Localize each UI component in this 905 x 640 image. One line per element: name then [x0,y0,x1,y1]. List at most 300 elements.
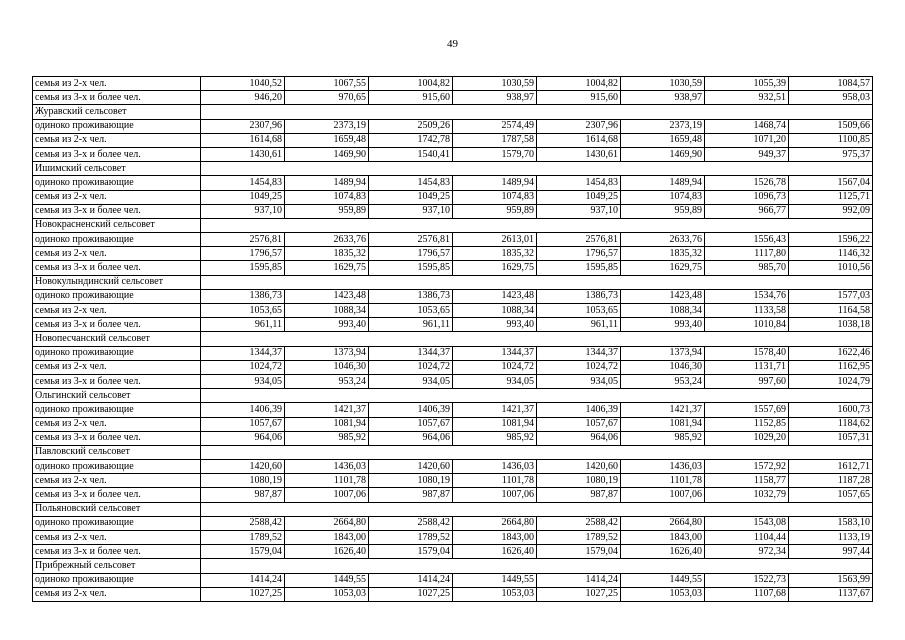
value-cell: 1423,48 [621,289,705,303]
value-cell: 1579,04 [537,545,621,559]
empty-cell [453,445,537,459]
value-cell: 1117,80 [705,247,789,261]
value-cell: 964,06 [369,431,453,445]
empty-cell [537,559,621,573]
value-cell: 1057,65 [789,488,873,502]
value-cell: 1469,90 [285,147,369,161]
value-cell: 1436,03 [621,460,705,474]
value-cell: 1626,40 [453,545,537,559]
empty-cell [705,218,789,232]
empty-cell [621,445,705,459]
value-cell: 1522,73 [705,573,789,587]
value-cell: 1125,71 [789,190,873,204]
empty-cell [621,105,705,119]
value-cell: 1796,57 [537,247,621,261]
empty-cell [453,389,537,403]
table-row [33,119,873,133]
value-cell: 1055,39 [705,77,789,91]
value-cell: 1010,84 [705,318,789,332]
value-cell: 1074,83 [453,190,537,204]
empty-cell [621,502,705,516]
value-cell: 1579,04 [201,545,285,559]
value-cell: 1659,48 [285,133,369,147]
value-cell: 1406,39 [537,403,621,417]
value-cell: 1101,78 [285,474,369,488]
table-row [33,545,873,559]
value-cell: 993,40 [621,318,705,332]
value-cell: 1629,75 [285,261,369,275]
row-label: одиноко проживающие [33,516,201,530]
empty-cell [285,218,369,232]
value-cell: 985,92 [453,431,537,445]
value-cell: 1107,68 [705,587,789,601]
empty-cell [705,502,789,516]
empty-cell [789,105,873,119]
value-cell: 1152,85 [705,417,789,431]
group-header-row [33,389,873,403]
value-cell: 1032,79 [705,488,789,502]
empty-cell [537,389,621,403]
table-row [33,431,873,445]
group-header-row [33,275,873,289]
table-row [33,304,873,318]
value-cell: 946,20 [201,91,285,105]
value-cell: 985,92 [621,431,705,445]
empty-cell [285,559,369,573]
value-cell: 1436,03 [285,460,369,474]
value-cell: 1080,19 [201,474,285,488]
value-cell: 2509,26 [369,119,453,133]
table-row [33,488,873,502]
empty-cell [789,445,873,459]
empty-cell [789,559,873,573]
value-cell: 1787,58 [453,133,537,147]
value-cell: 1629,75 [453,261,537,275]
value-cell: 2664,80 [285,516,369,530]
value-cell: 1024,72 [201,360,285,374]
empty-cell [285,332,369,346]
value-cell: 2576,81 [369,233,453,247]
empty-cell [201,275,285,289]
empty-cell [201,389,285,403]
value-cell: 1614,68 [201,133,285,147]
value-cell: 1420,60 [369,460,453,474]
value-cell: 1468,74 [705,119,789,133]
table-row [33,247,873,261]
value-cell: 1101,78 [453,474,537,488]
value-cell: 1557,69 [705,403,789,417]
value-cell: 1835,32 [285,247,369,261]
table-row [33,190,873,204]
group-label: Ольгинский сельсовет [33,389,201,403]
tariff-table [32,76,873,602]
group-header-row [33,218,873,232]
value-cell: 1556,43 [705,233,789,247]
value-cell: 1583,10 [789,516,873,530]
value-cell: 1386,73 [537,289,621,303]
table-row [33,573,873,587]
table-row [33,417,873,431]
value-cell: 1007,06 [285,488,369,502]
value-cell: 1835,32 [621,247,705,261]
value-cell: 1057,67 [201,417,285,431]
value-cell: 1010,56 [789,261,873,275]
row-label: семья из 2-х чел. [33,133,201,147]
value-cell: 1029,20 [705,431,789,445]
value-cell: 1146,32 [789,247,873,261]
row-label: одиноко проживающие [33,233,201,247]
value-cell: 966,77 [705,204,789,218]
value-cell: 1386,73 [201,289,285,303]
table-row [33,133,873,147]
value-cell: 1421,37 [285,403,369,417]
value-cell: 1414,24 [201,573,285,587]
row-label: семья из 3-х и более чел. [33,261,201,275]
table-body [33,77,873,602]
group-label: Польяновский сельсовет [33,502,201,516]
value-cell: 1104,44 [705,531,789,545]
value-cell: 1007,06 [453,488,537,502]
value-cell: 2373,19 [621,119,705,133]
empty-cell [705,332,789,346]
table-row [33,318,873,332]
value-cell: 1509,66 [789,119,873,133]
value-cell: 1789,52 [369,531,453,545]
value-cell: 992,09 [789,204,873,218]
table-row [33,374,873,388]
value-cell: 1572,92 [705,460,789,474]
empty-cell [621,275,705,289]
value-cell: 1595,85 [537,261,621,275]
value-cell: 953,24 [621,374,705,388]
value-cell: 1030,59 [453,77,537,91]
table-row [33,77,873,91]
value-cell: 1626,40 [621,545,705,559]
row-label: одиноко проживающие [33,176,201,190]
empty-cell [201,332,285,346]
group-label: Прибрежный сельсовет [33,559,201,573]
value-cell: 1489,94 [453,176,537,190]
value-cell: 1067,55 [285,77,369,91]
page-number: 49 [447,38,458,50]
value-cell: 1454,83 [201,176,285,190]
value-cell: 2613,01 [453,233,537,247]
row-label: семья из 2-х чел. [33,587,201,601]
value-cell: 1543,08 [705,516,789,530]
value-cell: 1579,04 [369,545,453,559]
value-cell: 1843,00 [453,531,537,545]
value-cell: 997,44 [789,545,873,559]
value-cell: 1386,73 [369,289,453,303]
empty-cell [789,162,873,176]
value-cell: 1567,04 [789,176,873,190]
value-cell: 1595,85 [369,261,453,275]
value-cell: 964,06 [537,431,621,445]
row-label: семья из 2-х чел. [33,247,201,261]
value-cell: 1436,03 [453,460,537,474]
value-cell: 1053,65 [537,304,621,318]
value-cell: 985,70 [705,261,789,275]
value-cell: 959,89 [453,204,537,218]
value-cell: 1088,34 [285,304,369,318]
value-cell: 2576,81 [201,233,285,247]
value-cell: 1843,00 [285,531,369,545]
row-label: одиноко проживающие [33,403,201,417]
empty-cell [453,105,537,119]
empty-cell [369,218,453,232]
group-label: Павловский сельсовет [33,445,201,459]
empty-cell [621,559,705,573]
value-cell: 1579,70 [453,147,537,161]
value-cell: 1088,34 [453,304,537,318]
empty-cell [621,162,705,176]
empty-cell [537,275,621,289]
value-cell: 934,05 [453,374,537,388]
value-cell: 1133,58 [705,304,789,318]
table-row [33,346,873,360]
value-cell: 1046,30 [621,360,705,374]
value-cell: 1526,78 [705,176,789,190]
value-cell: 1030,59 [621,77,705,91]
value-cell: 1081,94 [621,417,705,431]
empty-cell [201,218,285,232]
row-label: семья из 2-х чел. [33,77,201,91]
value-cell: 937,10 [201,204,285,218]
value-cell: 987,87 [537,488,621,502]
value-cell: 1430,61 [201,147,285,161]
value-cell: 915,60 [369,91,453,105]
value-cell: 1540,41 [369,147,453,161]
empty-cell [789,502,873,516]
value-cell: 1595,85 [201,261,285,275]
group-label: Ишимский сельсовет [33,162,201,176]
value-cell: 2588,42 [369,516,453,530]
empty-cell [369,162,453,176]
value-cell: 1057,67 [369,417,453,431]
value-cell: 1626,40 [285,545,369,559]
table-row [33,531,873,545]
empty-cell [705,275,789,289]
empty-cell [537,162,621,176]
value-cell: 1406,39 [369,403,453,417]
value-cell: 1414,24 [369,573,453,587]
value-cell: 1344,37 [201,346,285,360]
value-cell: 1053,03 [285,587,369,601]
empty-cell [285,105,369,119]
value-cell: 972,34 [705,545,789,559]
table-row [33,147,873,161]
value-cell: 1421,37 [453,403,537,417]
value-cell: 975,37 [789,147,873,161]
value-cell: 1449,55 [453,573,537,587]
value-cell: 959,89 [621,204,705,218]
empty-cell [369,332,453,346]
value-cell: 1024,72 [369,360,453,374]
value-cell: 959,89 [285,204,369,218]
value-cell: 1344,37 [453,346,537,360]
value-cell: 949,37 [705,147,789,161]
value-cell: 1789,52 [537,531,621,545]
value-cell: 1796,57 [369,247,453,261]
value-cell: 1489,94 [621,176,705,190]
value-cell: 1406,39 [201,403,285,417]
empty-cell [453,218,537,232]
empty-cell [705,389,789,403]
value-cell: 1796,57 [201,247,285,261]
value-cell: 1187,28 [789,474,873,488]
value-cell: 1049,25 [537,190,621,204]
value-cell: 1622,46 [789,346,873,360]
value-cell: 970,65 [285,91,369,105]
value-cell: 1577,03 [789,289,873,303]
value-cell: 993,40 [453,318,537,332]
value-cell: 1027,25 [537,587,621,601]
value-cell: 934,05 [369,374,453,388]
value-cell: 1373,94 [621,346,705,360]
value-cell: 1423,48 [285,289,369,303]
row-label: одиноко проживающие [33,346,201,360]
empty-cell [285,389,369,403]
value-cell: 1007,06 [621,488,705,502]
empty-cell [453,275,537,289]
value-cell: 1835,32 [453,247,537,261]
empty-cell [705,559,789,573]
value-cell: 1596,22 [789,233,873,247]
value-cell: 1096,73 [705,190,789,204]
empty-cell [369,105,453,119]
row-label: семья из 2-х чел. [33,360,201,374]
value-cell: 987,87 [201,488,285,502]
value-cell: 1049,25 [369,190,453,204]
value-cell: 1162,95 [789,360,873,374]
value-cell: 961,11 [537,318,621,332]
value-cell: 1074,83 [285,190,369,204]
empty-cell [537,218,621,232]
empty-cell [621,218,705,232]
empty-cell [369,275,453,289]
value-cell: 1074,83 [621,190,705,204]
value-cell: 1344,37 [537,346,621,360]
table-row [33,516,873,530]
empty-cell [369,502,453,516]
value-cell: 997,60 [705,374,789,388]
value-cell: 1027,25 [201,587,285,601]
row-label: семья из 2-х чел. [33,531,201,545]
value-cell: 1449,55 [285,573,369,587]
value-cell: 1024,79 [789,374,873,388]
value-cell: 2574,49 [453,119,537,133]
row-label: одиноко проживающие [33,460,201,474]
row-label: одиноко проживающие [33,573,201,587]
value-cell: 1053,03 [453,587,537,601]
value-cell: 2664,80 [621,516,705,530]
value-cell: 1430,61 [537,147,621,161]
value-cell: 1659,48 [621,133,705,147]
value-cell: 1423,48 [453,289,537,303]
value-cell: 1081,94 [453,417,537,431]
value-cell: 937,10 [537,204,621,218]
value-cell: 1057,31 [789,431,873,445]
value-cell: 1027,25 [369,587,453,601]
value-cell: 2664,80 [453,516,537,530]
empty-cell [369,389,453,403]
value-cell: 1038,18 [789,318,873,332]
empty-cell [537,332,621,346]
table-row [33,261,873,275]
value-cell: 1024,72 [537,360,621,374]
value-cell: 1629,75 [621,261,705,275]
row-label: семья из 3-х и более чел. [33,204,201,218]
group-label: Новопесчанский сельсовет [33,332,201,346]
value-cell: 1789,52 [201,531,285,545]
value-cell: 2307,96 [537,119,621,133]
value-cell: 932,51 [705,91,789,105]
value-cell: 2588,42 [201,516,285,530]
row-label: семья из 2-х чел. [33,417,201,431]
value-cell: 1081,94 [285,417,369,431]
empty-cell [369,445,453,459]
value-cell: 1420,60 [201,460,285,474]
row-label: семья из 3-х и более чел. [33,147,201,161]
value-cell: 2633,76 [285,233,369,247]
value-cell: 1071,20 [705,133,789,147]
row-label: семья из 2-х чел. [33,474,201,488]
value-cell: 1024,72 [453,360,537,374]
value-cell: 1420,60 [537,460,621,474]
table-row [33,176,873,190]
value-cell: 2373,19 [285,119,369,133]
value-cell: 1057,67 [537,417,621,431]
value-cell: 938,97 [453,91,537,105]
value-cell: 1053,65 [369,304,453,318]
value-cell: 958,03 [789,91,873,105]
empty-cell [453,332,537,346]
value-cell: 1049,25 [201,190,285,204]
empty-cell [537,105,621,119]
empty-cell [789,275,873,289]
value-cell: 2307,96 [201,119,285,133]
value-cell: 938,97 [621,91,705,105]
value-cell: 985,92 [285,431,369,445]
group-label: Новокулындинский сельсовет [33,275,201,289]
empty-cell [705,445,789,459]
value-cell: 1414,24 [537,573,621,587]
empty-cell [705,105,789,119]
value-cell: 2576,81 [537,233,621,247]
value-cell: 1084,57 [789,77,873,91]
row-label: семья из 2-х чел. [33,304,201,318]
row-label: семья из 3-х и более чел. [33,545,201,559]
value-cell: 961,11 [369,318,453,332]
value-cell: 987,87 [369,488,453,502]
value-cell: 1578,40 [705,346,789,360]
value-cell: 1040,52 [201,77,285,91]
group-header-row [33,445,873,459]
value-cell: 953,24 [285,374,369,388]
empty-cell [453,162,537,176]
empty-cell [201,105,285,119]
row-label: семья из 3-х и более чел. [33,488,201,502]
value-cell: 915,60 [537,91,621,105]
group-header-row [33,162,873,176]
empty-cell [453,502,537,516]
value-cell: 1534,76 [705,289,789,303]
table-row [33,360,873,374]
empty-cell [285,502,369,516]
empty-cell [453,559,537,573]
value-cell: 1421,37 [621,403,705,417]
table-row [33,204,873,218]
